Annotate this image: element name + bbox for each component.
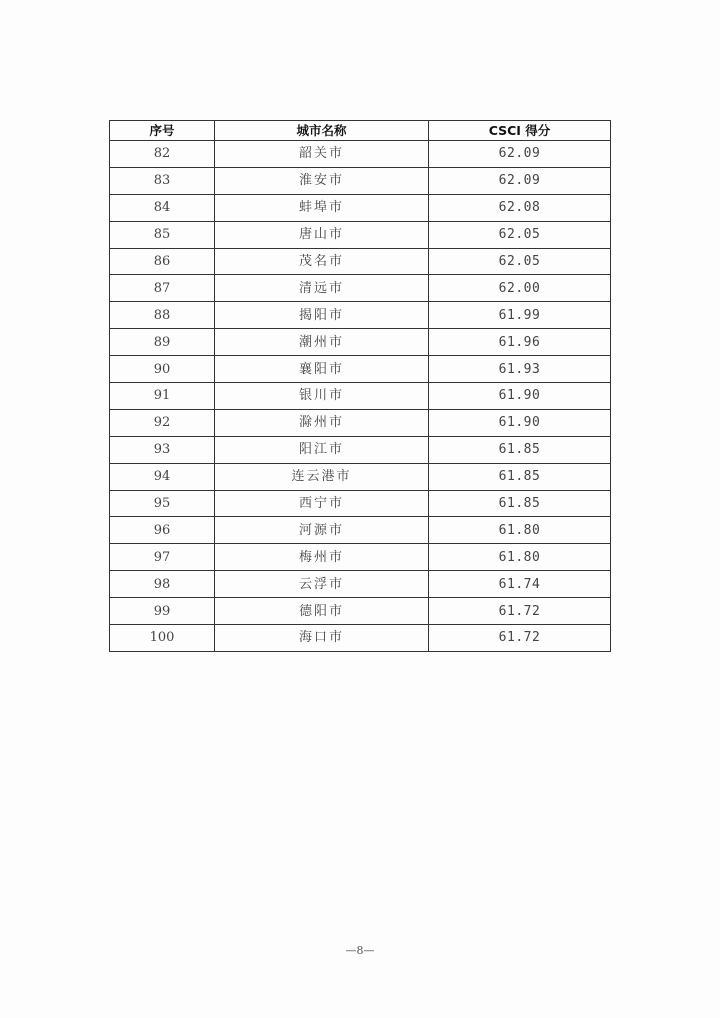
cell-rank: 84 [110,194,215,221]
cell-score: 61.80 [429,544,611,571]
cell-city: 海口市 [215,625,429,652]
cell-city: 德阳市 [215,598,429,625]
cell-rank: 100 [110,625,215,652]
table-row [110,383,611,410]
table-row [110,356,611,383]
cell-score: 62.08 [429,194,611,221]
cell-score: 61.72 [429,598,611,625]
cell-rank: 82 [110,141,215,168]
cell-rank: 93 [110,436,215,463]
cell-city: 连云港市 [215,463,429,490]
cell-score: 61.99 [429,302,611,329]
cell-city: 梅州市 [215,544,429,571]
cell-city: 蚌埠市 [215,194,429,221]
cell-rank: 88 [110,302,215,329]
cell-score: 61.85 [429,463,611,490]
cell-score: 61.85 [429,436,611,463]
table-row [110,436,611,463]
csci-ranking-table [109,120,611,652]
cell-city: 云浮市 [215,571,429,598]
header-city: 城市名称 [215,121,429,141]
cell-rank: 98 [110,571,215,598]
table-row [110,221,611,248]
cell-city: 茂名市 [215,248,429,275]
cell-score: 61.96 [429,329,611,356]
cell-rank: 85 [110,221,215,248]
cell-score: 61.90 [429,409,611,436]
cell-score: 62.05 [429,221,611,248]
table-row [110,248,611,275]
table-row [110,517,611,544]
cell-score: 61.93 [429,356,611,383]
cell-city: 韶关市 [215,141,429,168]
cell-rank: 97 [110,544,215,571]
page-number: —8— [345,944,375,957]
cell-rank: 96 [110,517,215,544]
table-header-row [110,121,611,141]
cell-rank: 92 [110,409,215,436]
cell-city: 清远市 [215,275,429,302]
table-row [110,409,611,436]
cell-city: 阳江市 [215,436,429,463]
cell-city: 滁州市 [215,409,429,436]
cell-city: 襄阳市 [215,356,429,383]
table-row [110,490,611,517]
cell-city: 潮州市 [215,329,429,356]
cell-score: 61.80 [429,517,611,544]
table-row [110,194,611,221]
cell-score: 61.74 [429,571,611,598]
table-row [110,141,611,168]
cell-rank: 89 [110,329,215,356]
cell-rank: 91 [110,383,215,410]
cell-score: 61.85 [429,490,611,517]
cell-city: 淮安市 [215,167,429,194]
cell-rank: 94 [110,463,215,490]
cell-rank: 90 [110,356,215,383]
table-row [110,329,611,356]
table-row [110,571,611,598]
table-row [110,463,611,490]
header-score: CSCI 得分 [429,121,611,141]
cell-score: 62.05 [429,248,611,275]
table-row [110,598,611,625]
table-row [110,275,611,302]
cell-rank: 83 [110,167,215,194]
cell-rank: 99 [110,598,215,625]
cell-rank: 87 [110,275,215,302]
cell-rank: 95 [110,490,215,517]
cell-score: 62.09 [429,167,611,194]
table-row [110,302,611,329]
cell-city: 银川市 [215,383,429,410]
cell-score: 62.09 [429,141,611,168]
cell-rank: 86 [110,248,215,275]
cell-city: 西宁市 [215,490,429,517]
cell-score: 61.72 [429,625,611,652]
cell-city: 河源市 [215,517,429,544]
header-rank: 序号 [110,121,215,141]
cell-score: 62.00 [429,275,611,302]
table-body [110,141,611,652]
cell-city: 唐山市 [215,221,429,248]
cell-city: 揭阳市 [215,302,429,329]
table-row [110,544,611,571]
cell-score: 61.90 [429,383,611,410]
table-row [110,167,611,194]
table-row [110,625,611,652]
